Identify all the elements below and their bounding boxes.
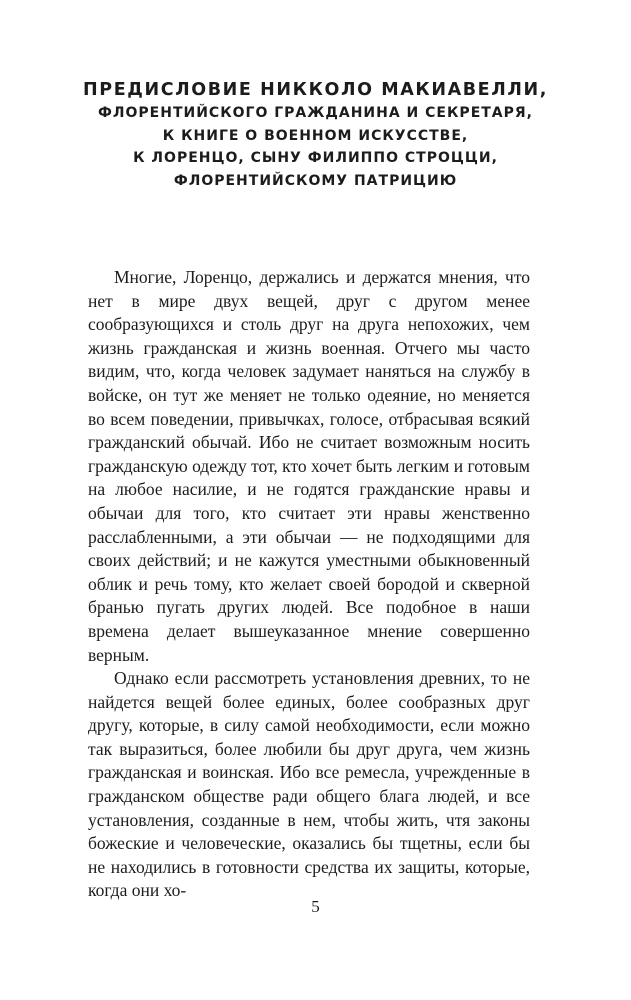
paragraph: Однако если рассмотреть установления древних, то не найдется вещей более единых, более сообразных друг другу, которые, в силу самой необходимости, если можно так выразиться, более любили бы друг друга, чем жизнь гражданская и воинская. Ибо все ремесла, учрежденные в гражданском обществе ради общего блага людей, и все установления, созданные в нем, чтобы жить, чтя законы божеские и человеческие, оказались бы тщетны, если бы не находились в готовности средства их защиты, которые, когда они хо- (88, 668, 530, 901)
title-line-4: К ЛОРЕНЦО, СЫНУ ФИЛИППО СТРОЦЦИ, (133, 150, 498, 166)
title-line-5: ФЛОРЕНТИЙСКОМУ ПАТРИЦИЮ (173, 172, 458, 189)
page-number: 5 (311, 897, 320, 916)
body-text (88, 266, 530, 903)
title-line-2: ФЛОРЕНТИЙСКОГО ГРАЖДАНИНА И СЕКРЕТАРЯ, (97, 105, 533, 121)
title-line-1: ПРЕДИСЛОВИЕ НИККОЛО МАКИАВЕЛЛИ, (83, 80, 548, 100)
chapter-title (0, 78, 631, 192)
paragraph: Многие, Лоренцо, держались и держатся мнения, что нет в мире двух вещей, друг с другом менее сообразующихся и столь друг на друга непохожих, чем жизнь гражданская и жизнь военная. Отчего мы часто видим, что, когда человек задумает наняться на службу в войске, он тут же меняет не только одеяние, но меняется во всем поведении, привычках, голосе, отбрасывая всякий гражданский обычай. Ибо не считает возможным носить гражданскую одежду тот, кто хочет быть легким и готовым на любое насилие, и не годятся гражданские нравы и обычаи для того, кто считает эти нравы женственно расслабленными, а эти обычаи — не подходящими для своих действий; и не кажутся уместными обыкновенный облик и речь тому, кто желает своей бородой и скверной бранью пугать других людей. Все подобное в наши времена делает вышеуказанное мнение совершенно верным. (88, 267, 530, 665)
title-line-3: К КНИГЕ О ВОЕННОМ ИСКУССТВЕ, (162, 127, 469, 144)
